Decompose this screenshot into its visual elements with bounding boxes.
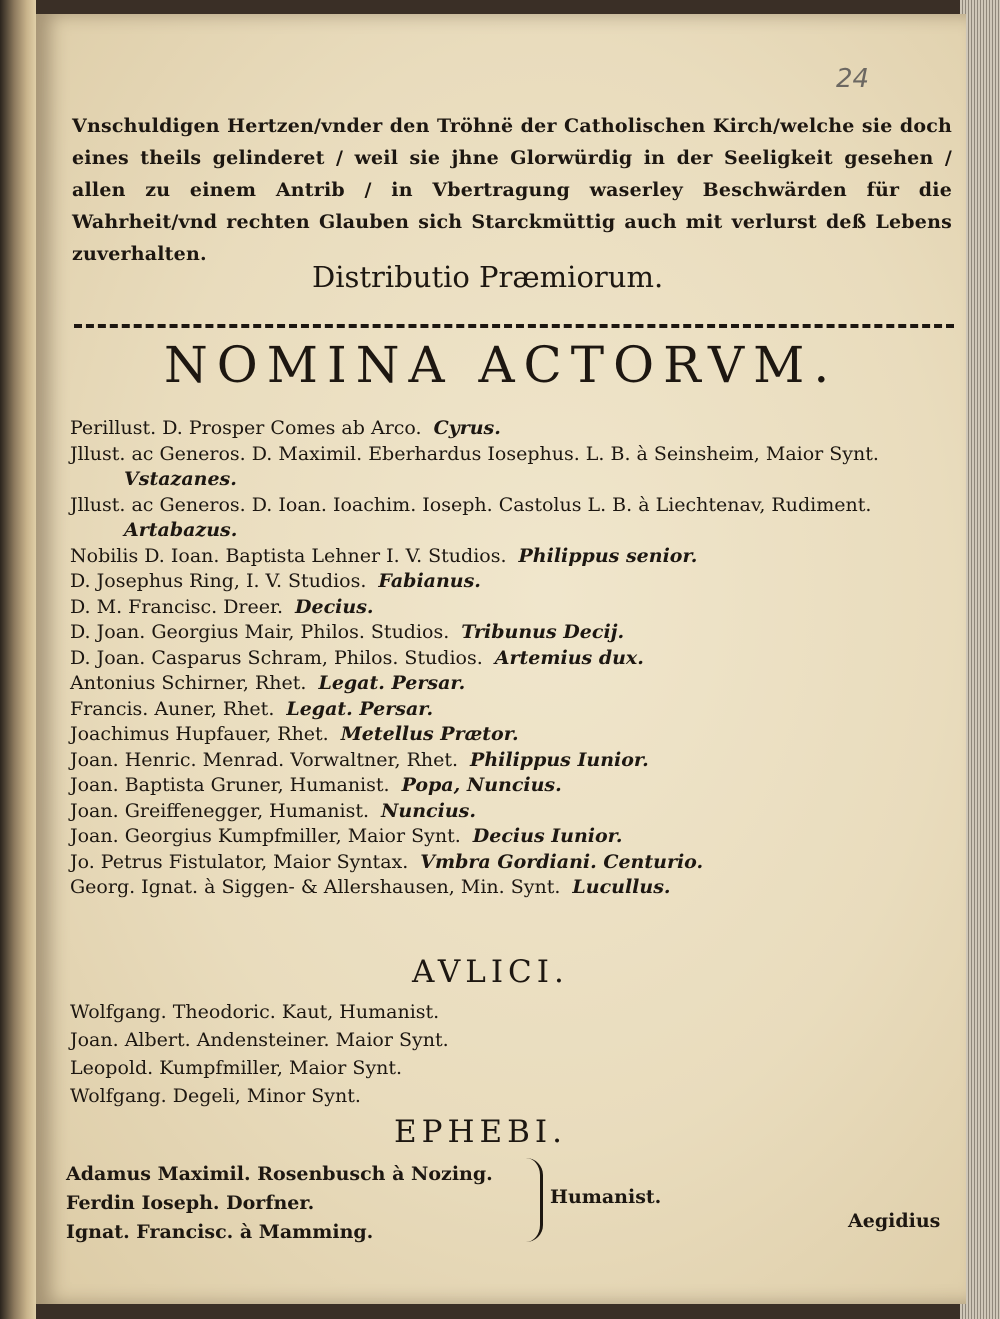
actor-row: [70, 671, 960, 697]
list-item: Wolfgang. Theodoric. Kaut, Humanist.: [70, 1001, 440, 1023]
actor-role: Tribunus Decij.: [461, 621, 625, 643]
actor-role: Artabazus.: [124, 519, 238, 541]
actor-role: Philippus Iunior.: [470, 748, 649, 771]
actor-row: [70, 850, 960, 876]
actor-name: Joan. Baptista Gruner, Humanist.: [70, 774, 390, 796]
actor-role: Philippus senior.: [518, 544, 698, 567]
actor-row: [70, 595, 960, 621]
actor-role: Vmbra Gordiani. Centurio.: [420, 850, 704, 873]
actor-role: Fabianus.: [378, 570, 481, 592]
actor-role: Popa, Nuncius.: [401, 774, 562, 796]
page-number: 24: [836, 64, 870, 94]
list-item: Leopold. Kumpfmiller, Maior Synt.: [70, 1057, 403, 1079]
actor-row: [70, 544, 960, 570]
intro-paragraph: Vnschuldigen Hertzen/vnder den Tröhnë der Catholischen Kirch/welche sie doch eines theils gelinderet / weil sie jhne Glorwürdig in der Seeligkeit gesehen / allen zu einem Antrib / in Vbertragung waserley Beschwärden für die Wahrheit/vnd rechten Glauben sich Starckmüttig auch mit verlurst deß Lebens zuverhalten.: [72, 115, 952, 265]
actor-name: Georg. Ignat. à Siggen- & Allershausen, Min. Synt.: [70, 876, 561, 898]
page-title: NOMINA ACTORVM.: [164, 336, 839, 394]
ephebi-group-label: Humanist.: [550, 1186, 662, 1208]
actor-row: [70, 824, 960, 850]
actor-row: [70, 748, 960, 774]
actors-list: [70, 416, 960, 901]
actor-role: Metellus Prætor.: [340, 723, 519, 745]
actor-role: Cyrus.: [433, 417, 501, 439]
actor-name: D. M. Francisc. Dreer.: [70, 595, 284, 618]
actor-name: Perillust. D. Prosper Comes ab Arco.: [70, 417, 422, 439]
actor-role: Decius Iunior.: [472, 825, 623, 847]
actor-name: Nobilis D. Ioan. Baptista Lehner I. V. Studios.: [70, 544, 507, 567]
actor-role: Nuncius.: [381, 799, 476, 822]
actor-row: [70, 493, 960, 519]
actor-role: Artemius dux.: [494, 646, 644, 669]
actor-role: Lucullus.: [572, 876, 671, 898]
actor-name: Joan. Georgius Kumpfmiller, Maior Synt.: [70, 825, 461, 847]
actor-name: Jo. Petrus Fistulator, Maior Syntax.: [70, 850, 409, 873]
actor-row: [70, 875, 960, 901]
distribution-heading: Distributio Præmiorum.: [312, 260, 664, 294]
aulici-heading: AVLICI.: [412, 954, 569, 990]
actor-name: Francis. Auner, Rhet.: [70, 697, 275, 720]
actor-row: [70, 799, 960, 825]
actor-role: Legat. Persar.: [318, 672, 466, 694]
actor-row: [70, 416, 960, 442]
grouping-brace: [526, 1158, 543, 1242]
actor-name: D. Joan. Casparus Schram, Philos. Studios.: [70, 646, 483, 669]
actor-row: [70, 620, 960, 646]
actor-name: Joachimus Hupfauer, Rhet.: [70, 723, 329, 745]
actor-row: [70, 442, 960, 468]
list-item: Ignat. Francisc. à Mamming.: [66, 1221, 374, 1243]
actor-role: Decius.: [295, 595, 374, 618]
actor-role: Vstazanes.: [124, 468, 237, 490]
actor-name: Jllust. ac Generos. D. Maximil. Eberhardus Iosephus. L. B. à Seinsheim, Maior Synt.: [70, 442, 879, 465]
document-page: [36, 14, 966, 1304]
ephebi-list: [66, 1160, 493, 1247]
book-spine: [0, 0, 36, 1319]
actor-name: Joan. Greiffenegger, Humanist.: [70, 799, 370, 822]
list-item: Wolfgang. Degeli, Minor Synt.: [70, 1085, 361, 1107]
divider-rule: [74, 324, 954, 328]
actor-row: [70, 569, 960, 595]
actor-row: [70, 773, 960, 799]
actor-name: Antonius Schirner, Rhet.: [70, 672, 307, 694]
actor-row: [70, 646, 960, 672]
aulici-list: [70, 998, 449, 1110]
actor-name: Joan. Henric. Menrad. Vorwaltner, Rhet.: [70, 748, 459, 771]
ephebi-heading: EPHEBI.: [394, 1114, 568, 1150]
actor-row: [70, 697, 960, 723]
actor-row: [70, 722, 960, 748]
actor-name: Jllust. ac Generos. D. Ioan. Ioachim. Ioseph. Castolus L. B. à Liechtenav, Rudiment.: [70, 493, 872, 516]
actor-name: D. Josephus Ring, I. V. Studios.: [70, 570, 367, 592]
page-edges: [960, 0, 1000, 1319]
list-item: Adamus Maximil. Rosenbusch à Nozing.: [66, 1163, 493, 1185]
actor-name: D. Joan. Georgius Mair, Philos. Studios.: [70, 621, 450, 643]
list-item: Ferdin Ioseph. Dorfner.: [66, 1192, 315, 1214]
list-item: Joan. Albert. Andensteiner. Maior Synt.: [70, 1029, 449, 1051]
actor-role: Legat. Persar.: [286, 697, 434, 720]
catchword: Aegidius: [848, 1210, 941, 1232]
